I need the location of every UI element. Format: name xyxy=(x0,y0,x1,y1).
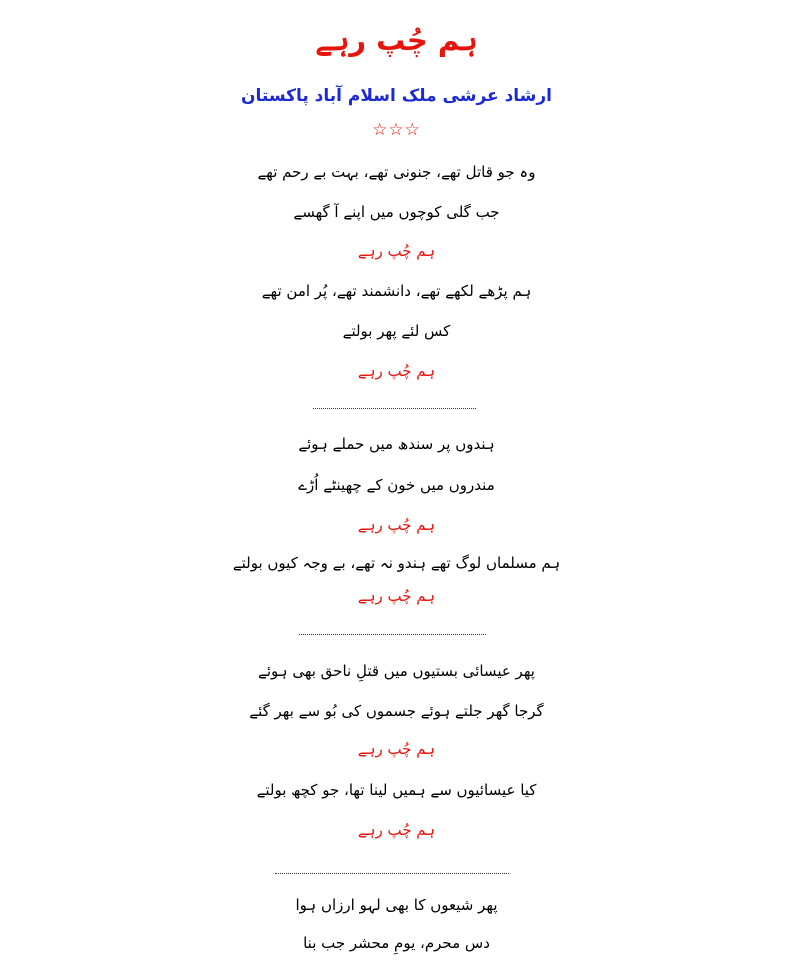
verse-line: گرجا گھر جلتے ہوئے جسموں کی بُو سے بھر گئے xyxy=(249,702,544,720)
stars-ornament: ☆☆☆ xyxy=(372,120,421,140)
verse-line: کس لئے پھر بولتے xyxy=(342,322,451,340)
verse-line: ہم پڑھے لکھے تھے، دانشمند تھے، پُر امن تھے xyxy=(261,282,532,300)
verse-line: پھر شیعوں کا بھی لہو ارزاں ہوا xyxy=(295,896,498,914)
refrain-line: ہم چُپ رہے xyxy=(357,740,436,758)
refrain-line: ہم چُپ رہے xyxy=(357,587,436,605)
stanza-separator xyxy=(275,873,509,874)
poem-author: ارشاد عرشی ملک اسلام آباد پاکستان xyxy=(240,86,553,106)
stanza-separator xyxy=(313,408,476,409)
refrain-line: ہم چُپ رہے xyxy=(357,821,436,839)
verse-line: ہندوں پر سندھ میں حملے ہوئے xyxy=(298,435,495,453)
refrain-line: ہم چُپ رہے xyxy=(357,516,436,534)
verse-line: کیا عیسائیوں سے ہمیں لینا تھا، جو کچھ بولتے xyxy=(256,781,537,799)
stanza-separator xyxy=(299,634,486,635)
verse-line: جب گلی کوچوں میں اپنے آ گھسے xyxy=(293,203,500,221)
verse-line: دس محرم، یومِ محشر جب بنا xyxy=(303,934,490,952)
poem-title: ہم چُپ رہے xyxy=(315,23,478,57)
verse-line: مندروں میں خون کے چھینٹے اُڑے xyxy=(298,476,495,494)
refrain-line: ہم چُپ رہے xyxy=(357,242,436,260)
verse-line: پھر عیسائی بستیوں میں قتلِ ناحق بھی ہوئے xyxy=(258,662,535,680)
verse-line: ہم مسلماں لوگ تھے ہندو نہ تھے، بے وجہ کیوں بولتے xyxy=(232,554,561,572)
verse-line: وہ جو قاتل تھے، جنونی تھے، بہت بے رحم تھے xyxy=(257,163,536,181)
refrain-line: ہم چُپ رہے xyxy=(357,362,436,380)
